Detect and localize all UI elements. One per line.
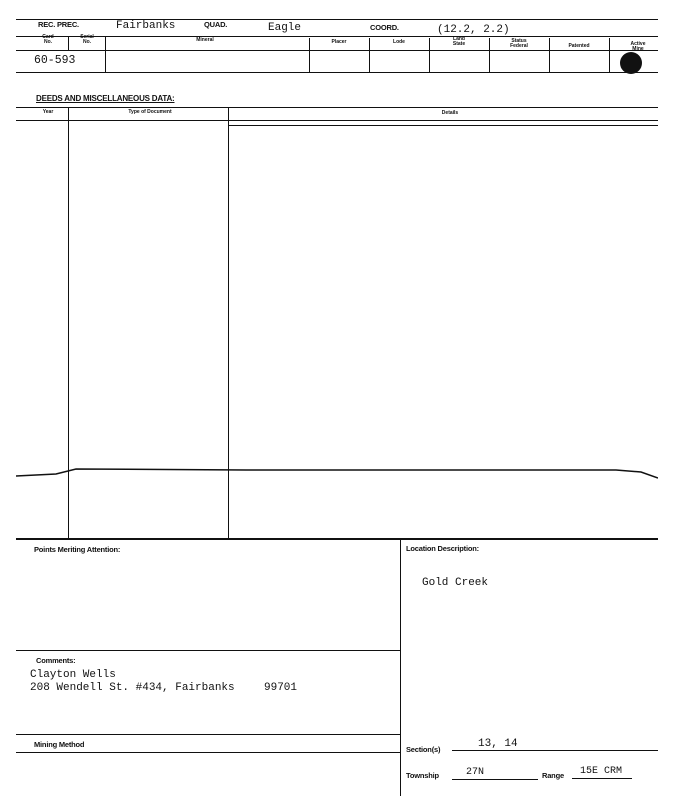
col-divider <box>549 38 550 72</box>
coord-label: COORD. <box>370 23 399 32</box>
comments-zip: 99701 <box>264 682 298 694</box>
col-divider <box>489 38 490 72</box>
col-land-state: Land State <box>452 36 466 47</box>
col-placer: Placer <box>331 39 347 45</box>
section-label: Section(s) <box>406 745 441 754</box>
deeds-col-details: Details <box>441 110 459 116</box>
col-status-federal: Status Federal <box>510 38 528 49</box>
comments-line-1: Clayton Wells <box>30 669 116 681</box>
header-divider <box>16 36 658 37</box>
coord-value: (12.2, 2.2) <box>437 24 510 36</box>
mining-method-rule <box>16 752 400 753</box>
deeds-top-rule <box>16 107 658 108</box>
range-value: 15E CRM <box>580 766 623 777</box>
township-underline <box>452 779 538 780</box>
attention-bottom-rule <box>16 650 400 651</box>
comments-bottom-rule <box>16 734 400 735</box>
col-divider <box>429 38 430 72</box>
location-label: Location Description: <box>406 544 479 553</box>
col-divider <box>609 38 610 72</box>
col-card-no: Card No. <box>42 34 54 45</box>
township-value: 27N <box>466 767 485 778</box>
section-underline <box>452 750 658 751</box>
quad-value: Eagle <box>268 22 302 34</box>
township-label: Township <box>406 771 439 780</box>
deeds-header-rule <box>16 120 658 121</box>
rec-prec-value: Fairbanks <box>116 20 176 32</box>
lower-section-rule <box>16 538 658 540</box>
deeds-col-type: Type of Document <box>128 109 172 115</box>
deeds-title: DEEDS AND MISCELLANEOUS DATA: <box>36 94 175 103</box>
rec-prec-label: REC. PREC. <box>38 20 79 29</box>
column-header-rule <box>16 50 658 51</box>
col-divider <box>68 36 69 50</box>
col-divider <box>105 36 106 72</box>
quad-label: QUAD. <box>204 20 228 29</box>
lower-center-divider <box>400 538 401 796</box>
col-divider <box>309 38 310 72</box>
card-number-value: 60-593 <box>34 54 76 67</box>
col-serial-no: Serial No. <box>80 34 94 45</box>
col-lode: Lode <box>393 39 405 45</box>
range-underline <box>572 778 632 779</box>
row-rule <box>16 72 658 73</box>
range-label: Range <box>542 771 564 780</box>
comments-label: Comments: <box>36 656 76 665</box>
col-patented: Patented <box>568 43 590 49</box>
deeds-wavy-rule <box>16 460 658 490</box>
col-active-mine: Active Mine <box>630 41 646 52</box>
col-divider <box>369 38 370 72</box>
mining-method-label: Mining Method <box>34 740 85 749</box>
deeds-col-year: Year <box>42 109 54 115</box>
active-mine-marker <box>620 52 642 74</box>
comments-line-2: 208 Wendell St. #434, Fairbanks <box>30 682 235 694</box>
section-value: 13, 14 <box>478 738 518 750</box>
top-rule <box>16 19 658 20</box>
col-mineral: Mineral <box>196 37 214 43</box>
attention-label: Points Meriting Attention: <box>34 545 121 554</box>
deeds-details-rule <box>228 125 658 126</box>
location-value: Gold Creek <box>422 577 489 589</box>
